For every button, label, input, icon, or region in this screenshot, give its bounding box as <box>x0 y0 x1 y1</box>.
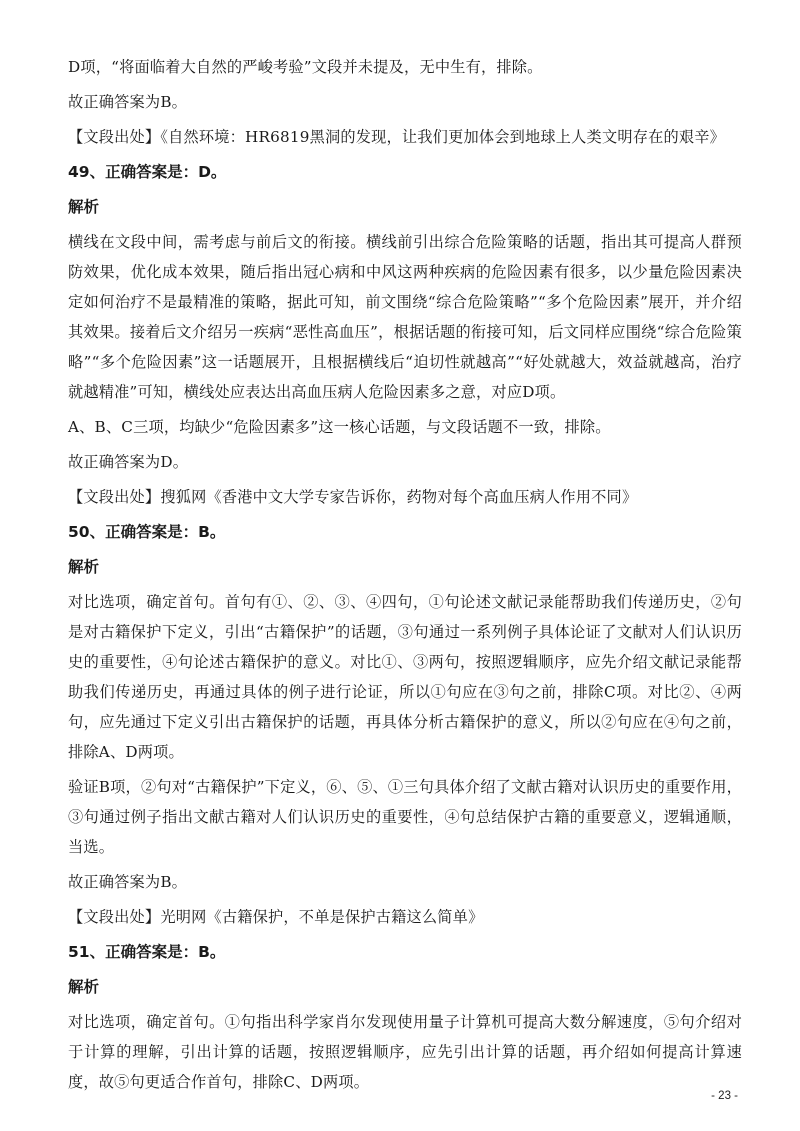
paragraph: 验证B项，②句对“古籍保护”下定义，⑥、⑤、①三句具体介绍了文献古籍对认识历史的重要作用，③句通过例子指出文献古籍对人们认识历史的重要性，④句总结保护古籍的重要意义，逻辑通顺，当选。 <box>68 778 742 856</box>
answer-heading: 49、正确答案是：D。 <box>68 163 227 181</box>
answer-heading: 51、正确答案是：B。 <box>68 943 226 961</box>
source-citation: 【文段出处】光明网《古籍保护，不单是保护古籍这么简单》 <box>68 908 484 926</box>
answer-heading: 50、正确答案是：B。 <box>68 523 226 541</box>
page-number: - 23 - <box>711 1090 738 1102</box>
analysis-heading: 解析 <box>68 978 100 996</box>
document-page <box>68 52 742 1102</box>
paragraph: A、B、C三项，均缺少“危险因素多”这一核心话题，与文段话题不一致，排除。 <box>68 418 611 436</box>
source-citation: 【文段出处】《自然环境：HR6819黑洞的发现，让我们更加体会到地球上人类文明存在的艰辛》 <box>68 128 726 146</box>
paragraph: 对比选项，确定首句。首句有①、②、③、④四句，①句论述文献记录能帮助我们传递历史，②句是对古籍保护下定义，引出“古籍保护”的话题，③句通过一系列例子具体论证了文献对人们认识历史的重要性，④句论述古籍保护的意义。对比①、③两句，按照逻辑顺序，应先介绍文献记录能帮助我们传递历史，再通过具体的例子进行论证，所以①句应在③句之前，排除C项。对比②、④两句，应先通过下定义引出古籍保护的话题，再具体分析古籍保护的意义，所以②句应在④句之前，排除A、D两项。 <box>68 593 742 761</box>
paragraph: 故正确答案为B。 <box>68 873 188 891</box>
paragraph: D项，“将面临着大自然的严峻考验”文段并未提及，无中生有，排除。 <box>68 58 543 76</box>
analysis-heading: 解析 <box>68 558 100 576</box>
source-citation: 【文段出处】搜狐网《香港中文大学专家告诉你，药物对每个高血压病人作用不同》 <box>68 488 638 506</box>
paragraph: 故正确答案为D。 <box>68 453 189 471</box>
paragraph: 对比选项，确定首句。①句指出科学家肖尔发现使用量子计算机可提高大数分解速度，⑤句介绍对于计算的理解，引出计算的话题，按照逻辑顺序，应先引出计算的话题，再介绍如何提高计算速度，故⑤句更适合作首句，排除C、D两项。 <box>68 1013 742 1091</box>
paragraph: 横线在文段中间，需考虑与前后文的衔接。横线前引出综合危险策略的话题，指出其可提高人群预防效果，优化成本效果，随后指出冠心病和中风这两种疾病的危险因素有很多，以少量危险因素决定如何治疗不是最精准的策略，据此可知，前文围绕“综合危险策略”“多个危险因素”展开，并介绍其效果。接着后文介绍另一疾病“恶性高血压”，根据话题的衔接可知，后文同样应围绕“综合危险策略”“多个危险因素”这一话题展开，且根据横线后“迫切性就越高”“好处就越大，效益就越高，治疗就越精准”可知，横线处应表达出高血压病人危险因素多之意，对应D项。 <box>68 233 742 401</box>
analysis-heading: 解析 <box>68 198 100 216</box>
paragraph: 故正确答案为B。 <box>68 93 188 111</box>
